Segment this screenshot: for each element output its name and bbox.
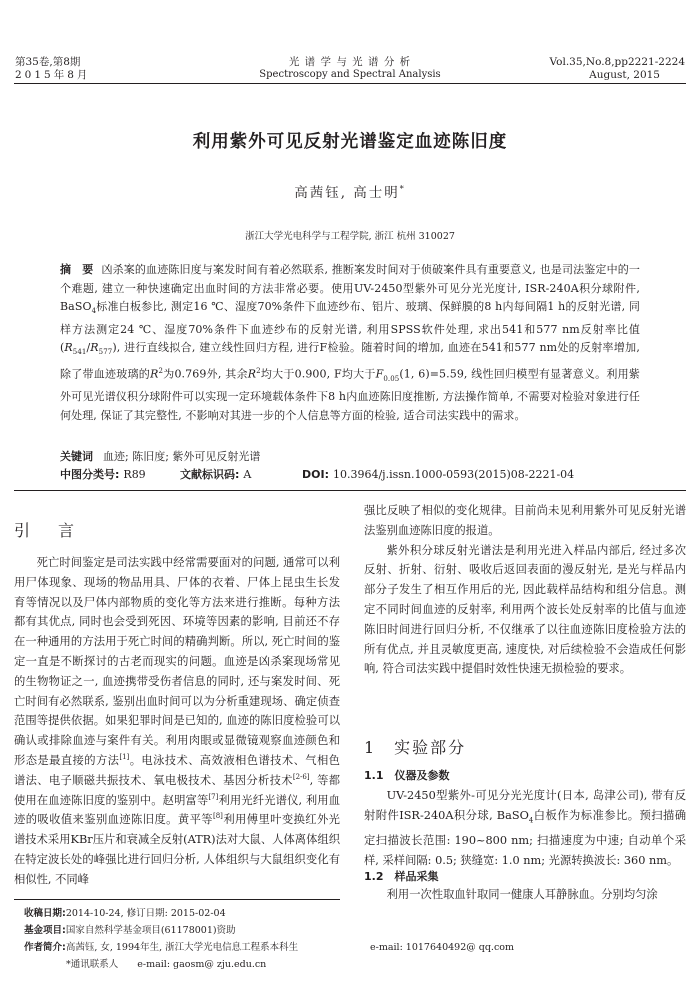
subsection-1-2-heading: 1.2 样品采集 [364, 870, 439, 883]
subsection-1-2-body [364, 885, 686, 905]
intro-body-cont [364, 501, 686, 679]
author-bio: 作者简介:高茜钰, 女, 1994年生, 浙江大学光电信息工程系本科生 e-mail: 1017640492@ qq.com [24, 939, 684, 956]
author-email: e-mail: 1017640492@ qq.com [370, 942, 514, 953]
affiliation: 浙江大学光电科学与工程学院, 浙江 杭州 310027 [245, 231, 455, 242]
doc-code-label: 文献标识码: [180, 468, 240, 481]
footnote-rule [14, 899, 340, 900]
intro-body [14, 553, 340, 890]
instrument-paragraph: UV-2450型紫外-可见分光光度计(日本, 岛津公司), 带有反射附件ISR-240A积分球, BaSO$_4$白板作为标准参比。预扫描确定扫描波长范围: 190~800 nm; 扫描速度为中速; 自动单个采样, 采样间隔: 0.5; 狭缝宽: 1.0 nm; 光源转换波长: 360 nm。 [364, 789, 686, 867]
subsection-1-1-heading: 1.1 仪器及参数 [364, 769, 450, 782]
intro-paragraph-cont: 强比反映了相似的变化规律。目前尚未见利用紫外可见反射光谱法鉴别血迹陈旧度的报道。 [364, 504, 686, 537]
article-title: 利用紫外可见反射光谱鉴定血迹陈旧度 [192, 132, 508, 152]
abstract: 摘 要 凶杀案的血迹陈旧度与案发时间有着必然联系, 推断案发时间对于侦破案件具有重要意义, 也是司法鉴定中的一个难题, 建立一种快速确定出血时间的方法非常必要。使用UV-2450型紫外可见分光光度计, ISR-240A积分球附件, BaSO$_4$标准白板参比, 测定16 ℃、湿度70%条件下血迹纱布、铝片、玻璃、保鲜膜的8 h内每间隔1 h的反射光谱, 同样方法测定24 ℃、湿度70%条件下血迹纱布的反射光谱, 利用SPSS软件处理, 求出541和577 nm反射率比值$(R_{541}/R_{577})$, 进行直线拟合, 建立线性回归方程, 进行F检验。随着时间的增加, 血迹在541和577 nm处的反射率增加, 除了带血迹玻璃的$R^2$为0.769外, 其余$R^2$均大于0.900, F均大于$F_{0.05}(1$, 6)=5.59, 线性回归模型有显著意义。利用紫外可见光谱仪积分球附件可以实现一定环境载体条件下8 h内血迹陈旧度推断, 方法操作简单, 不需要对检验对象进行任何处理, 保证了其完整性, 不影响对其进一步的个人信息等方面的检验, 适合司法实践中的需求。 [60, 263, 640, 422]
citation-4: [8] [213, 812, 223, 821]
journal-name-cn: 光 谱 学 与 光 谱 分 析 [288, 56, 412, 68]
section-1-heading: 1 实验部分 [364, 738, 467, 757]
footnote [24, 905, 684, 973]
doi-label: DOI: [302, 468, 329, 481]
citation-1: [1] [119, 753, 130, 762]
doi-value: 10.3964/j.issn.1000-0593(2015)08-2221-04 [332, 468, 575, 481]
intro-paragraph-2: 紫外积分球反射光谱法是利用光进入样品内部后, 经过多次反射、折射、衍射、吸收后返回表面的漫反射光, 是光与样品内部分子发生了相互作用后的光, 因此载样品结构和组分信息。测定不同时间血迹的反射率, 利用两个波长处反射率的比值与血迹陈旧时间进行回归分析, 不仅继承了以往血迹陈旧度检验方法的所有优点, 并且灵敏度更高, 速度快, 对后续检验不会造成任何影响, 符合司法实践中提倡时效性快速无损检验的要求。 [364, 543, 686, 676]
journal-date-en: August, 2015 [589, 69, 660, 81]
article-authors: 高茜钰, 高士明* [294, 184, 406, 201]
doc-code-value: A [243, 468, 252, 481]
intro-heading: 引 言 [14, 521, 81, 540]
intro-paragraph: 死亡时间鉴定是司法实践中经常需要面对的问题, 通常可以利用尸体现象、现场的物品用具、尸体的衣着、尸体上昆虫生长发育等情况以及尸体内部物质的变化等方法来进行推断。每种方法都有其优点, 同时也会受到死因、环境等因素的影响, 目前还不存在一种通用的方法用于死亡时间的精确判断。所以, 死亡时间的鉴定一直是不断探讨的古老而现实的问题。血迹是凶杀案现场常见的生物物证之一, 血迹携带受伤者信息的同时, 还与案发时间、死亡时间有必然联系, 鉴别出血时间可以为分析重建现场、确定侦查范围等提供依据。如果犯罪时间是已知的, 血迹的陈旧度检验可以确认或排除血迹与案件有关。利用肉眼或显微镜观察血迹颜色和形态是最直接的方法[1]。电泳技术、高效液相色谱技术、气相色谱法、电子顺磁共振技术、氧电极技术、基因分析技术[2-6], 等都使用在血迹陈旧度的鉴别中。赵明富等[7]利用光纤光谱仪, 利用血迹的吸收值来鉴别血迹陈旧度。黄平等[8]利用傅里叶变换红外光谱技术采用KBr压片和衰减全反射(ATR)法对大鼠、人体离体组织在特定波长处的峰强比进行回归分析, 人体组织与大鼠组织变化有相似性, 不同峰 [14, 556, 340, 886]
journal-date-cn: 2015年8月 [15, 69, 91, 81]
journal-volume: 第35卷,第8期 [15, 56, 81, 68]
abstract-label: 摘 要 [60, 263, 94, 276]
fund-info: 基金项目:国家自然科学基金项目(61178001)资助 [24, 925, 236, 936]
citation-2: [2-6] [292, 773, 310, 781]
corresponding-mark: * [399, 184, 406, 194]
clc-value: R89 [123, 468, 146, 481]
subsection-1-1-body [364, 786, 686, 870]
keywords-label: 关键词 [60, 450, 93, 463]
clc-label: 中图分类号: [60, 468, 120, 481]
journal-pages: Vol.35,No.8,pp2221-2224 [549, 56, 685, 68]
abstract-rule [14, 490, 686, 491]
keywords: 关键词 血迹; 陈旧度; 紫外可见反射光谱 [60, 450, 261, 463]
corresponding-author: *通讯联系人 e-mail: gaosm@ zju.edu.cn [66, 959, 267, 970]
header-rule [14, 83, 686, 84]
citation-3: [7] [208, 792, 219, 801]
journal-name-en: Spectroscopy and Spectral Analysis [259, 69, 441, 80]
received-date: 收稿日期:2014-10-24, 修订日期: 2015-02-04 [24, 908, 226, 919]
sampling-paragraph: 利用一次性取血针取同一健康人耳静脉血。分别均匀涂 [386, 888, 658, 901]
